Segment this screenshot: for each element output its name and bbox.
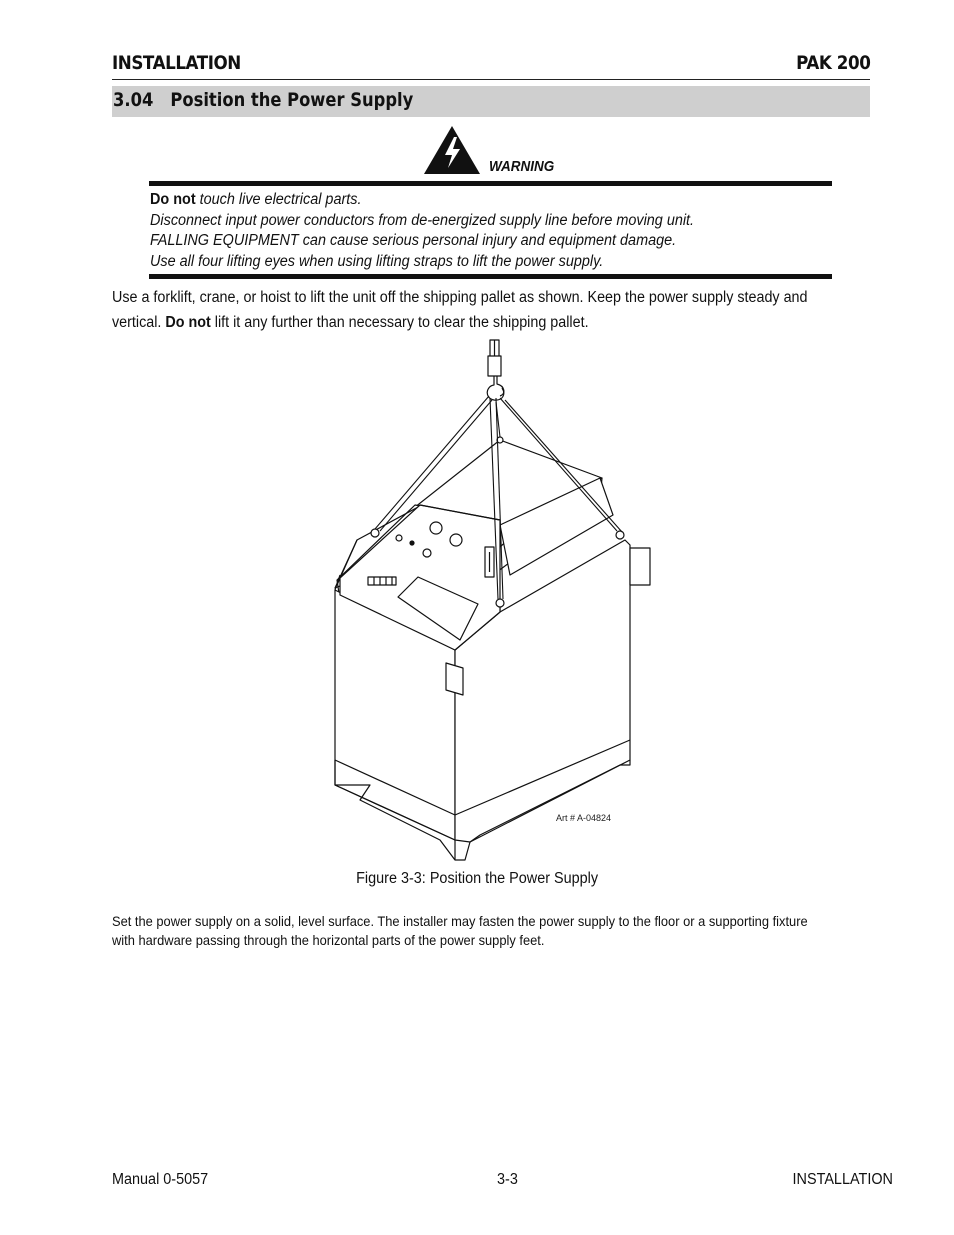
body-line-1: Set the power supply on a solid, level surface. The installer may fasten the power supply to the floor or a supporting fixture [112, 913, 808, 929]
footer-manual-number: Manual 0-5057 [112, 1171, 209, 1188]
header-section-title: INSTALLATION [112, 52, 241, 74]
warning-line: Do not touch live electrical parts. [150, 191, 362, 208]
warning-line: Disconnect input power conductors from de-energized supply line before moving unit. [150, 211, 695, 229]
section-heading [113, 89, 413, 111]
warning-text [150, 190, 840, 272]
intro-line-1: Use a forklift, crane, or hoist to lift the unit off the shipping pallet as shown. Keep the power supply steady and [112, 289, 808, 306]
footer-section: INSTALLATION [792, 1171, 893, 1188]
body-line-2: with hardware passing through the horizontal parts of the power supply feet. [112, 932, 545, 948]
warning-bottom-rule [149, 274, 832, 279]
intro-paragraph [112, 285, 872, 335]
warning-line: Use all four lifting eyes when using lifting straps to lift the power supply. [150, 252, 604, 270]
warning-line: FALLING EQUIPMENT can cause serious personal injury and equipment damage. [150, 232, 677, 249]
section-number: 3.04 [113, 89, 154, 111]
intro-bold: Do not [165, 314, 211, 331]
warning-label: WARNING [489, 158, 555, 175]
figure-caption: Figure 3-3: Position the Power Supply [355, 870, 598, 887]
art-number: Art # A-04824 [556, 813, 612, 823]
intro-line-2: vertical. Do not lift it any further than necessary to clear the shipping pallet. [112, 314, 589, 331]
warning-top-rule [149, 181, 832, 186]
power-supply-lifting-illustration [320, 335, 660, 865]
header-product-name: PAK 200 [795, 52, 870, 74]
section-title-text: Position the Power Supply [170, 89, 414, 111]
warning-line-bold: Do not [150, 191, 196, 208]
page-header [112, 50, 870, 80]
footer-page-number: 3-3 [497, 1171, 518, 1188]
electric-hazard-icon [423, 125, 481, 175]
section-heading-bar [112, 86, 870, 117]
body-paragraph [112, 912, 877, 950]
